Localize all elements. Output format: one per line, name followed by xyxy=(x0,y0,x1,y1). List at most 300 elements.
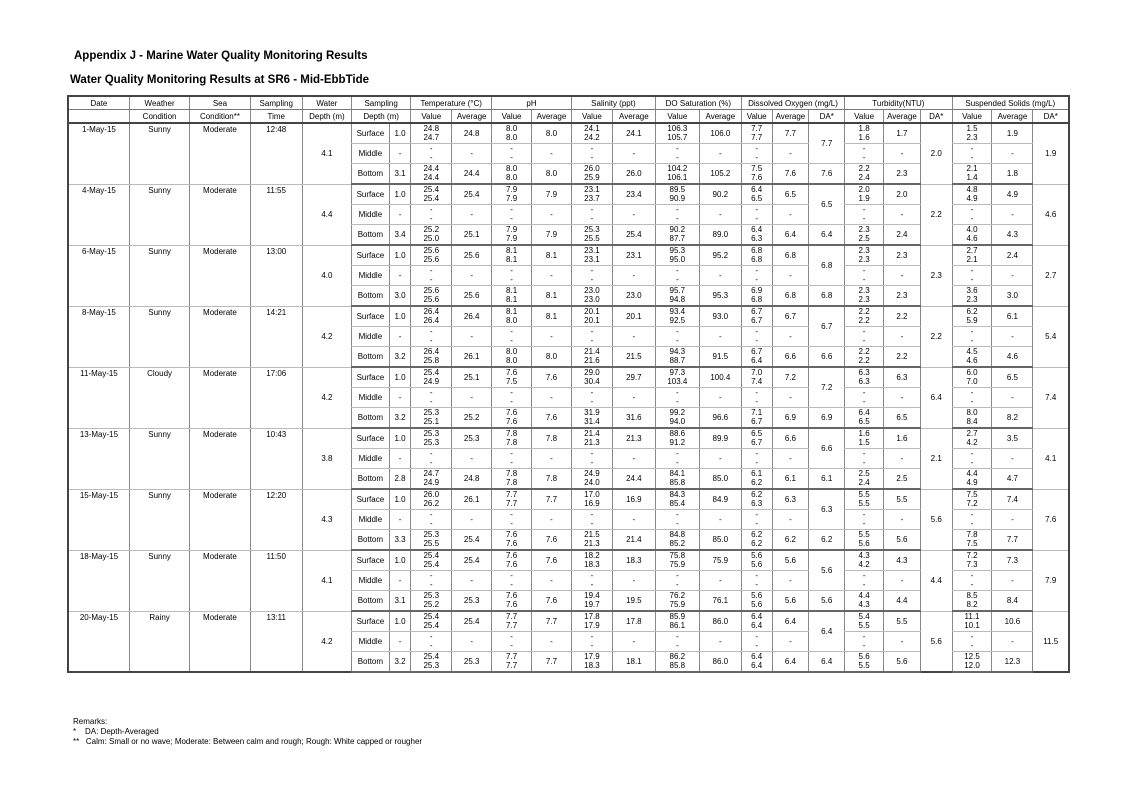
dissolved-oxygen-value-reading: 6.4 xyxy=(751,660,763,670)
do-saturation-average: 106.0 xyxy=(699,123,741,144)
dissolved-oxygen-average: 6.8 xyxy=(772,286,809,307)
ph-value xyxy=(492,550,532,571)
do-saturation-value-reading: 84.8 xyxy=(669,530,686,539)
salinity-value xyxy=(571,652,612,673)
dissolved-oxygen-average: 5.6 xyxy=(772,550,809,571)
weather-cell: Cloudy xyxy=(129,367,189,428)
table-row xyxy=(68,367,1069,388)
ph-value-reading: 7.7 xyxy=(506,660,518,670)
suspended-solids-value-reading: 5.9 xyxy=(966,315,978,325)
dissolved-oxygen-average: - xyxy=(772,449,809,469)
turbidity-value-reading: 6.4 xyxy=(858,408,870,417)
do-saturation-average: 100.4 xyxy=(699,367,741,388)
dissolved-oxygen-da: 6.4 xyxy=(809,611,845,652)
do-saturation-value-reading: - xyxy=(676,266,679,275)
depth-label: Surface xyxy=(351,611,389,632)
do-saturation-value xyxy=(655,286,699,307)
do-saturation-value xyxy=(655,144,699,164)
ph-average: 8.0 xyxy=(532,164,572,185)
dissolved-oxygen-value xyxy=(741,550,772,571)
do-saturation-average: 86.0 xyxy=(699,652,741,673)
remarks-note-sea: ** Calm: Small or no wave; Moderate: Between calm and rough; Rough: White capped or rougher xyxy=(73,737,423,746)
do-saturation-value-reading: 75.8 xyxy=(669,551,686,560)
do-saturation-average: - xyxy=(699,266,741,286)
do-saturation-value-reading: 84.1 xyxy=(669,469,686,478)
do-saturation-value xyxy=(655,347,699,368)
turbidity-value xyxy=(845,469,884,490)
ph-value-reading: 8.0 xyxy=(506,172,518,182)
turbidity-value-reading: 1.9 xyxy=(858,193,870,203)
do-saturation-average: 95.2 xyxy=(699,245,741,266)
ph-value-reading: - xyxy=(510,205,513,214)
temperature-average: 26.4 xyxy=(452,306,492,327)
suspended-solids-value-reading: 4.9 xyxy=(966,193,978,203)
water-depth-cell: 4.4 xyxy=(302,184,351,245)
temperature-value-reading: 25.6 xyxy=(423,246,440,255)
temperature-value-reading: 26.4 xyxy=(423,347,440,356)
suspended-solids-average: - xyxy=(992,510,1033,530)
col-sampling-depth: Sampling xyxy=(351,96,410,110)
do-saturation-value-reading: 90.2 xyxy=(669,225,686,234)
col-salinity: Salinity (ppt) xyxy=(571,96,655,110)
sampling-depth-value: 3.1 xyxy=(389,164,411,185)
ph-value-reading: - xyxy=(510,327,513,336)
sea-condition-cell: Moderate xyxy=(190,123,250,184)
water-depth-cell: 3.8 xyxy=(302,428,351,489)
salinity-value xyxy=(571,306,612,327)
dissolved-oxygen-value xyxy=(741,205,772,225)
suspended-solids-value-reading: - xyxy=(970,213,974,223)
water-depth-cell: 4.2 xyxy=(302,611,351,672)
ph-value-reading: 8.1 xyxy=(506,254,518,264)
temperature-value xyxy=(411,225,452,246)
do-saturation-value-reading: 89.5 xyxy=(669,185,686,194)
col-suspended-solids: Suspended Solids (mg/L) xyxy=(952,96,1069,110)
suspended-solids-value-reading: 12.0 xyxy=(964,660,980,670)
table-row xyxy=(68,245,1069,266)
turbidity-da: 2.2 xyxy=(920,184,952,245)
dissolved-oxygen-value-reading: 6.5 xyxy=(751,193,763,203)
dissolved-oxygen-value xyxy=(741,530,772,551)
temperature-value xyxy=(411,306,452,327)
do-saturation-value-reading: 92.5 xyxy=(669,315,686,325)
salinity-value xyxy=(571,591,612,612)
salinity-value xyxy=(571,489,612,510)
suspended-solids-value-reading: 1.4 xyxy=(966,172,978,182)
salinity-average: 23.1 xyxy=(612,245,655,266)
ph-value-reading: 7.6 xyxy=(506,408,518,417)
dissolved-oxygen-value xyxy=(741,428,772,449)
sub-header: Depth (m) xyxy=(302,110,351,124)
temperature-value-reading: - xyxy=(429,205,433,214)
date-cell: 6-May-15 xyxy=(68,245,129,306)
dissolved-oxygen-value xyxy=(741,449,772,469)
suspended-solids-da: 1.9 xyxy=(1033,123,1069,184)
depth-label: Surface xyxy=(351,245,389,266)
dissolved-oxygen-value-reading: 6.4 xyxy=(751,652,763,661)
dissolved-oxygen-value-reading: 6.9 xyxy=(751,286,763,295)
temperature-value-reading: - xyxy=(429,213,433,223)
temperature-value-reading: 25.8 xyxy=(423,355,440,365)
turbidity-value-reading: 1.8 xyxy=(858,124,870,133)
do-saturation-value xyxy=(655,652,699,673)
dissolved-oxygen-value-reading: 6.4 xyxy=(751,620,763,630)
turbidity-average: 5.6 xyxy=(884,652,921,673)
do-saturation-value-reading: - xyxy=(676,579,679,589)
depth-label: Bottom xyxy=(351,408,389,429)
do-saturation-value-reading: 90.9 xyxy=(669,193,686,203)
temperature-value-reading: 26.4 xyxy=(423,315,440,325)
suspended-solids-value xyxy=(952,489,992,510)
temperature-value-reading: 25.6 xyxy=(423,254,440,264)
ph-value xyxy=(492,591,532,612)
do-saturation-value-reading: - xyxy=(676,144,679,153)
dissolved-oxygen-value xyxy=(741,123,772,144)
suspended-solids-average: - xyxy=(992,632,1033,652)
ph-average: 7.8 xyxy=(532,469,572,490)
weather-cell: Sunny xyxy=(129,550,189,611)
suspended-solids-value-reading: 8.2 xyxy=(966,599,978,609)
turbidity-value xyxy=(845,266,884,286)
dissolved-oxygen-value xyxy=(741,306,772,327)
suspended-solids-value-reading: 2.3 xyxy=(966,294,978,304)
ph-value xyxy=(492,123,532,144)
dissolved-oxygen-value xyxy=(741,245,772,266)
suspended-solids-value-reading: 8.4 xyxy=(966,416,978,426)
turbidity-average: 5.5 xyxy=(884,611,921,632)
turbidity-average: 2.4 xyxy=(884,225,921,246)
salinity-value-reading: 17.0 xyxy=(584,490,600,499)
turbidity-value xyxy=(845,388,884,408)
suspended-solids-average: - xyxy=(992,388,1033,408)
depth-label: Surface xyxy=(351,428,389,449)
date-cell: 15-May-15 xyxy=(68,489,129,550)
suspended-solids-value-reading: 2.1 xyxy=(966,254,978,264)
ph-average: - xyxy=(532,266,572,286)
salinity-value xyxy=(571,571,612,591)
suspended-solids-value-reading: 2.7 xyxy=(966,429,978,438)
turbidity-average: - xyxy=(884,266,921,286)
salinity-value-reading: - xyxy=(590,510,594,519)
sampling-depth-value: - xyxy=(389,205,411,225)
temperature-average: 25.3 xyxy=(452,652,492,673)
ph-value xyxy=(492,652,532,673)
dissolved-oxygen-value-reading: - xyxy=(755,335,758,345)
do-saturation-value-reading: 88.6 xyxy=(669,429,686,438)
temperature-average: - xyxy=(452,266,492,286)
suspended-solids-value-reading: - xyxy=(970,510,974,519)
suspended-solids-value-reading: - xyxy=(970,579,974,589)
dissolved-oxygen-value-reading: 6.3 xyxy=(751,498,763,508)
depth-label: Middle xyxy=(351,327,389,347)
sub-header: Average xyxy=(612,110,655,124)
dissolved-oxygen-value xyxy=(741,286,772,307)
turbidity-value-reading: - xyxy=(862,205,866,214)
ph-value xyxy=(492,611,532,632)
dissolved-oxygen-average: 6.2 xyxy=(772,530,809,551)
turbidity-average: 4.4 xyxy=(884,591,921,612)
temperature-average: 25.4 xyxy=(452,550,492,571)
depth-label: Surface xyxy=(351,367,389,388)
turbidity-value xyxy=(845,164,884,185)
suspended-solids-average: 4.9 xyxy=(992,184,1033,205)
turbidity-value xyxy=(845,571,884,591)
ph-average: - xyxy=(532,571,572,591)
dissolved-oxygen-da: 6.8 xyxy=(809,245,845,286)
do-saturation-average: 76.1 xyxy=(699,591,741,612)
temperature-value xyxy=(411,632,452,652)
dissolved-oxygen-value-reading: 6.8 xyxy=(751,254,763,264)
do-saturation-value-reading: - xyxy=(676,335,679,345)
turbidity-average: 2.2 xyxy=(884,306,921,327)
salinity-value-reading: 24.0 xyxy=(584,477,600,487)
temperature-value-reading: 25.3 xyxy=(423,437,440,447)
dissolved-oxygen-value-reading: - xyxy=(755,457,758,467)
sampling-time-cell: 11:50 xyxy=(250,550,302,611)
depth-label: Surface xyxy=(351,550,389,571)
ph-value xyxy=(492,327,532,347)
sampling-time-cell: 17:06 xyxy=(250,367,302,428)
depth-label: Surface xyxy=(351,306,389,327)
salinity-average: 17.8 xyxy=(612,611,655,632)
ph-value xyxy=(492,266,532,286)
sampling-depth-value: 1.0 xyxy=(389,123,411,144)
turbidity-value-reading: 5.6 xyxy=(858,652,870,661)
turbidity-average: - xyxy=(884,327,921,347)
sampling-depth-value: 3.4 xyxy=(389,225,411,246)
do-saturation-value xyxy=(655,571,699,591)
do-saturation-average: 85.0 xyxy=(699,469,741,490)
ph-value-reading: - xyxy=(510,266,513,275)
dissolved-oxygen-average: - xyxy=(772,266,809,286)
ph-average: 8.0 xyxy=(532,347,572,368)
ph-value-reading: 7.6 xyxy=(506,538,518,548)
depth-label: Bottom xyxy=(351,225,389,246)
sub-header: Value xyxy=(952,110,992,124)
temperature-value-reading: - xyxy=(429,449,433,458)
date-cell: 20-May-15 xyxy=(68,611,129,672)
do-saturation-value-reading: 99.2 xyxy=(669,408,686,417)
suspended-solids-value xyxy=(952,327,992,347)
table-row xyxy=(68,306,1069,327)
col-water-depth: Water xyxy=(302,96,351,110)
do-saturation-value xyxy=(655,550,699,571)
suspended-solids-average: 8.4 xyxy=(992,591,1033,612)
ph-value-reading: 7.8 xyxy=(506,437,518,447)
sampling-depth-value: 3.0 xyxy=(389,286,411,307)
ph-value xyxy=(492,306,532,327)
dissolved-oxygen-value-reading: - xyxy=(755,266,758,275)
sub-header: Average xyxy=(532,110,572,124)
sub-header: Condition** xyxy=(190,110,250,124)
temperature-average: - xyxy=(452,388,492,408)
ph-value xyxy=(492,571,532,591)
temperature-value-reading: 24.4 xyxy=(423,172,440,182)
weather-cell: Sunny xyxy=(129,428,189,489)
ph-value-reading: - xyxy=(510,152,513,162)
do-saturation-value xyxy=(655,184,699,205)
salinity-value-reading: 18.2 xyxy=(584,551,600,560)
ph-value xyxy=(492,347,532,368)
ph-value-reading: - xyxy=(510,632,513,641)
sampling-depth-value: - xyxy=(389,510,411,530)
turbidity-average: 2.3 xyxy=(884,286,921,307)
dissolved-oxygen-value-reading: - xyxy=(755,640,758,650)
ph-value xyxy=(492,367,532,388)
do-saturation-value xyxy=(655,123,699,144)
suspended-solids-value xyxy=(952,449,992,469)
sub-header: Value xyxy=(571,110,612,124)
turbidity-average: 2.3 xyxy=(884,245,921,266)
suspended-solids-average: 4.6 xyxy=(992,347,1033,368)
temperature-value xyxy=(411,489,452,510)
turbidity-value-reading: 2.4 xyxy=(858,477,870,487)
sampling-time-cell: 13:00 xyxy=(250,245,302,306)
ph-value-reading: - xyxy=(510,518,513,528)
salinity-average: 29.7 xyxy=(612,367,655,388)
turbidity-value-reading: 6.3 xyxy=(858,376,870,386)
temperature-value-reading: 24.4 xyxy=(423,164,440,173)
col-ph: pH xyxy=(492,96,572,110)
salinity-average: 31.6 xyxy=(612,408,655,429)
col-sea: Sea xyxy=(190,96,250,110)
suspended-solids-value-reading: 2.1 xyxy=(966,164,978,173)
suspended-solids-value-reading: 1.5 xyxy=(966,124,978,133)
ph-value xyxy=(492,428,532,449)
depth-label: Middle xyxy=(351,205,389,225)
sub-header: Average xyxy=(884,110,921,124)
suspended-solids-average: - xyxy=(992,449,1033,469)
do-saturation-average: 93.0 xyxy=(699,306,741,327)
salinity-value xyxy=(571,428,612,449)
ph-value xyxy=(492,510,532,530)
turbidity-value-reading: 5.5 xyxy=(858,498,870,508)
turbidity-value-reading: 5.5 xyxy=(858,660,870,670)
salinity-value-reading: 19.4 xyxy=(584,591,600,600)
ph-value-reading: - xyxy=(510,457,513,467)
turbidity-value-reading: 4.2 xyxy=(858,559,870,569)
turbidity-value xyxy=(845,632,884,652)
temperature-value-reading: 25.4 xyxy=(423,551,440,560)
table-title: Water Quality Monitoring Results at SR6 - Mid-EbbTide xyxy=(70,74,370,86)
turbidity-value xyxy=(845,449,884,469)
dissolved-oxygen-value xyxy=(741,347,772,368)
dissolved-oxygen-value-reading: - xyxy=(755,205,758,214)
sub-header: Average xyxy=(699,110,741,124)
temperature-value-reading: 24.9 xyxy=(423,477,440,487)
dissolved-oxygen-average: - xyxy=(772,388,809,408)
salinity-value-reading: 17.9 xyxy=(584,620,600,630)
suspended-solids-average: 6.5 xyxy=(992,367,1033,388)
ph-value-reading: 7.8 xyxy=(506,477,518,487)
do-saturation-value xyxy=(655,428,699,449)
col-date: Date xyxy=(68,96,129,110)
salinity-value-reading: 21.3 xyxy=(584,538,600,548)
ph-value-reading: 7.6 xyxy=(506,559,518,569)
turbidity-average: 1.6 xyxy=(884,428,921,449)
dissolved-oxygen-average: 7.6 xyxy=(772,164,809,185)
do-saturation-value xyxy=(655,164,699,185)
dissolved-oxygen-da: 7.2 xyxy=(809,367,845,408)
suspended-solids-value-reading: 10.1 xyxy=(964,620,980,630)
weather-cell: Sunny xyxy=(129,184,189,245)
remarks-heading: Remarks: xyxy=(73,717,108,726)
sampling-depth-value: 3.2 xyxy=(389,652,411,673)
suspended-solids-average: 6.1 xyxy=(992,306,1033,327)
dissolved-oxygen-value xyxy=(741,266,772,286)
temperature-value-reading: - xyxy=(429,510,433,519)
do-saturation-average: 89.9 xyxy=(699,428,741,449)
salinity-value-reading: 25.3 xyxy=(584,225,600,234)
temperature-average: 25.1 xyxy=(452,225,492,246)
table-row xyxy=(68,184,1069,205)
salinity-value xyxy=(571,245,612,266)
ph-value-reading: 7.6 xyxy=(506,530,518,539)
sea-condition-cell: Moderate xyxy=(190,428,250,489)
salinity-average: 21.4 xyxy=(612,530,655,551)
suspended-solids-average: 1.9 xyxy=(992,123,1033,144)
salinity-value-reading: 31.4 xyxy=(584,416,600,426)
suspended-solids-value-reading: - xyxy=(970,144,974,153)
turbidity-value-reading: - xyxy=(862,274,866,284)
water-quality-table xyxy=(67,95,1070,673)
sub-header: Value xyxy=(655,110,699,124)
turbidity-value-reading: 2.5 xyxy=(858,469,870,478)
salinity-value-reading: 23.1 xyxy=(584,185,600,194)
do-saturation-value-reading: 85.9 xyxy=(669,612,686,621)
dissolved-oxygen-average: 7.7 xyxy=(772,123,809,144)
turbidity-da: 2.3 xyxy=(920,245,952,306)
weather-cell: Sunny xyxy=(129,245,189,306)
turbidity-value xyxy=(845,286,884,307)
temperature-value-reading: 24.9 xyxy=(423,376,440,386)
salinity-value-reading: 21.5 xyxy=(584,530,600,539)
temperature-value-reading: 25.6 xyxy=(423,294,440,304)
turbidity-value-reading: 2.3 xyxy=(858,254,870,264)
temperature-value-reading: 24.7 xyxy=(423,469,440,478)
ph-average: 7.9 xyxy=(532,184,572,205)
turbidity-value xyxy=(845,611,884,632)
salinity-value-reading: - xyxy=(590,571,594,580)
suspended-solids-value xyxy=(952,205,992,225)
turbidity-value xyxy=(845,327,884,347)
sampling-depth-value: 1.0 xyxy=(389,367,411,388)
ph-value-reading: 8.1 xyxy=(506,294,518,304)
salinity-average: 18.3 xyxy=(612,550,655,571)
temperature-average: - xyxy=(452,205,492,225)
salinity-value-reading: - xyxy=(590,388,594,397)
do-saturation-average: 90.2 xyxy=(699,184,741,205)
turbidity-value xyxy=(845,591,884,612)
turbidity-value xyxy=(845,550,884,571)
turbidity-value-reading: - xyxy=(862,510,866,519)
ph-value-reading: - xyxy=(510,396,513,406)
temperature-value xyxy=(411,327,452,347)
turbidity-value-reading: - xyxy=(862,144,866,153)
weather-cell: Rainy xyxy=(129,611,189,672)
suspended-solids-value-reading: - xyxy=(970,152,974,162)
temperature-value-reading: 24.8 xyxy=(423,124,440,133)
turbidity-average: 2.0 xyxy=(884,184,921,205)
salinity-value-reading: 20.1 xyxy=(584,307,600,316)
do-saturation-value-reading: 103.4 xyxy=(667,376,688,386)
suspended-solids-value-reading: 4.9 xyxy=(966,477,978,487)
suspended-solids-value-reading: - xyxy=(970,335,974,345)
temperature-average: - xyxy=(452,144,492,164)
dissolved-oxygen-da-bottom: 6.8 xyxy=(809,286,845,307)
temperature-value xyxy=(411,571,452,591)
do-saturation-average: 96.6 xyxy=(699,408,741,429)
